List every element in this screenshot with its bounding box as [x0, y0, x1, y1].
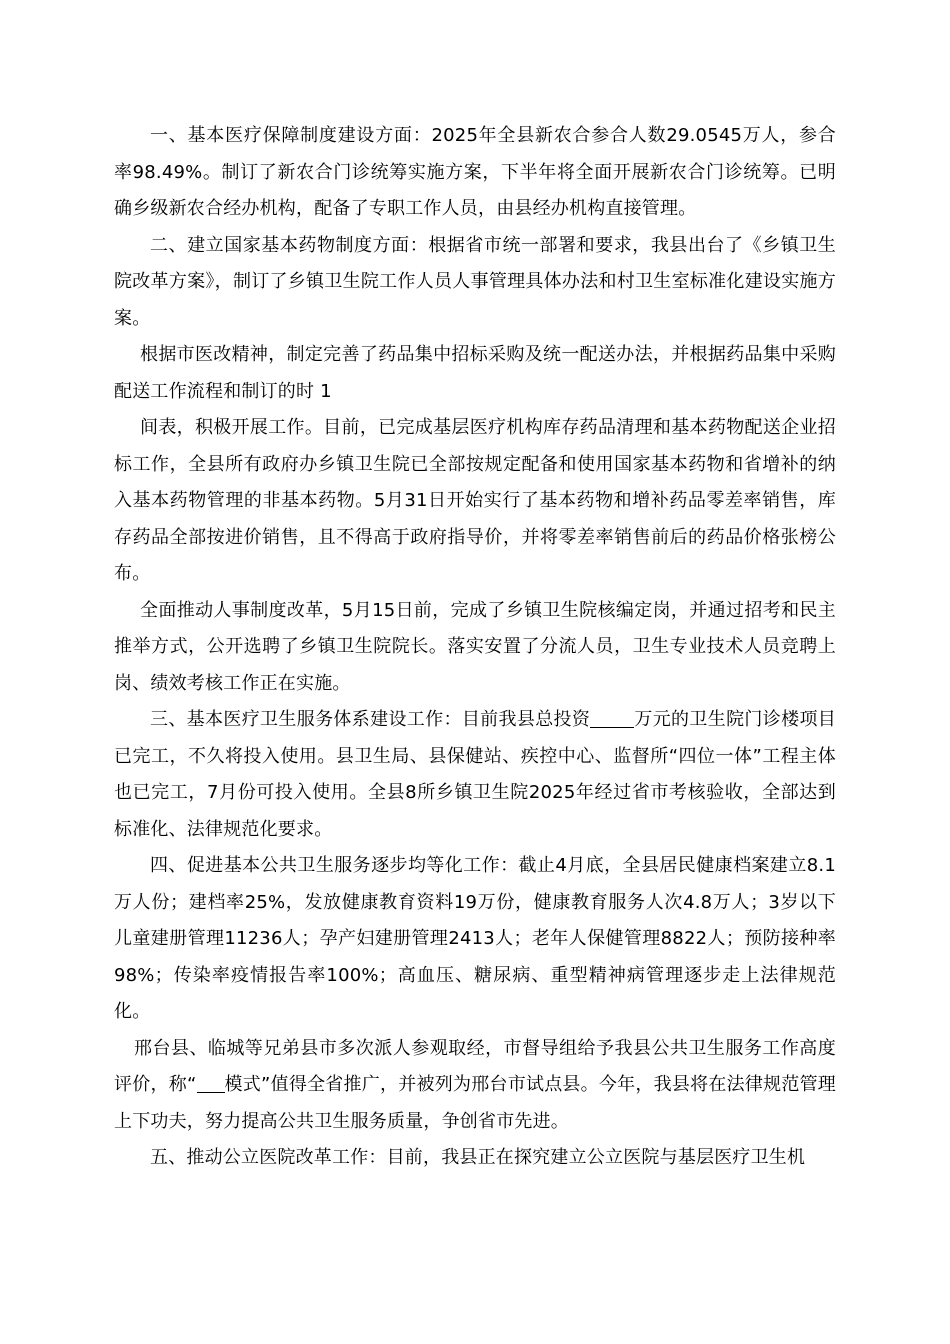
paragraph-text: 一、基本医疗保障制度建设方面：2025年全县新农合参合人数29.0545万人，参合率98.49%。制订了新农合门诊统筹实施方案，下半年将全面开展新农合门诊统筹。已明确乡级新农合经办机构，配备了专职工作人员，由县经办机构直接管理。	[114, 125, 836, 219]
paragraph-service-system	[114, 702, 836, 848]
paragraph-personnel-reform	[114, 593, 836, 703]
paragraph-public-health	[114, 848, 836, 1031]
paragraph-text: 全面推动人事制度改革，5月15日前，完成了乡镇卫生院核编定岗，并通过招考和民主推举方式，公开选聘了乡镇卫生院院长。落实安置了分流人员，卫生专业技术人员竞聘上岗、绩效考核工作正在实施。	[114, 599, 836, 694]
paragraph-text: 模式”值得全省推广，并被列为邢台市试点县。今年，我县将在法律规范管理上下功夫，努力提高公共卫生服务质量，争创省市先进。	[114, 1074, 837, 1132]
paragraph-text: 根据市医改精神，制定完善了药品集中招标采购及统一配送办法，并根据药品集中采购配送工作流程和制订的时 1	[114, 344, 836, 402]
paragraph-drug-procurement	[114, 337, 836, 410]
fill-blank	[590, 709, 634, 728]
paragraph-schedule-continuation	[114, 410, 836, 593]
paragraph-evaluation	[114, 1031, 836, 1141]
fill-blank	[197, 1074, 225, 1093]
paragraph-public-hospital-reform	[114, 1140, 836, 1177]
paragraph-text: 邢台县、临城等兄弟县市多次派人参观取经，市督导组给予我县公共卫生服务工作高度评价，称“	[114, 1037, 836, 1095]
paragraph-text: 五、推动公立医院改革工作：目前，我县正在探究建立公立医院与基层医疗卫生机	[150, 1147, 806, 1168]
paragraph-essential-drugs	[114, 228, 836, 338]
paragraph-text: 万元的卫生院门诊楼项目已完工，不久将投入使用。县卫生局、县保健站、疾控中心、监督所“四位一体”工程主体也已完工，7月份可投入使用。全县8所乡镇卫生院2025年经过省市考核验收，全部达到标准化、法律规范化要求。	[114, 709, 836, 840]
paragraph-text: 间表，积极开展工作。目前，已完成基层医疗机构库存药品清理和基本药物配送企业招标工作，全县所有政府办乡镇卫生院已全部按规定配备和使用国家基本药物和省增补的纳入基本药物管理的非基本药物。5月31日开始实行了基本药物和增补药品零差率销售，库存药品全部按进价销售，且不得高于政府指导价，并将零差率销售前后的药品价格张榜公布。	[114, 417, 836, 584]
paragraph-text: 三、基本医疗卫生服务体系建设工作：目前我县总投资	[150, 709, 591, 730]
document-body	[114, 118, 836, 1177]
paragraph-text: 二、建立国家基本药物制度方面：根据省市统一部署和要求，我县出台了《乡镇卫生院改革方案》，制订了乡镇卫生院工作人员人事管理具体办法和村卫生室标准化建设实施方案。	[114, 234, 836, 329]
paragraph-text: 四、促进基本公共卫生服务逐步均等化工作：截止4月底，全县居民健康档案建立8.1万人份；建档率25%，发放健康教育资料19万份，健康教育服务人次4.8万人；3岁以下儿童建册管理11236人；孕产妇建册管理2413人；老年人保健管理8822人；预防接种率98%；传染率疫情报告率100%；高血压、糖尿病、重型精神病管理逐步走上法律规范化。	[114, 855, 836, 1022]
paragraph-medical-insurance	[114, 118, 836, 228]
